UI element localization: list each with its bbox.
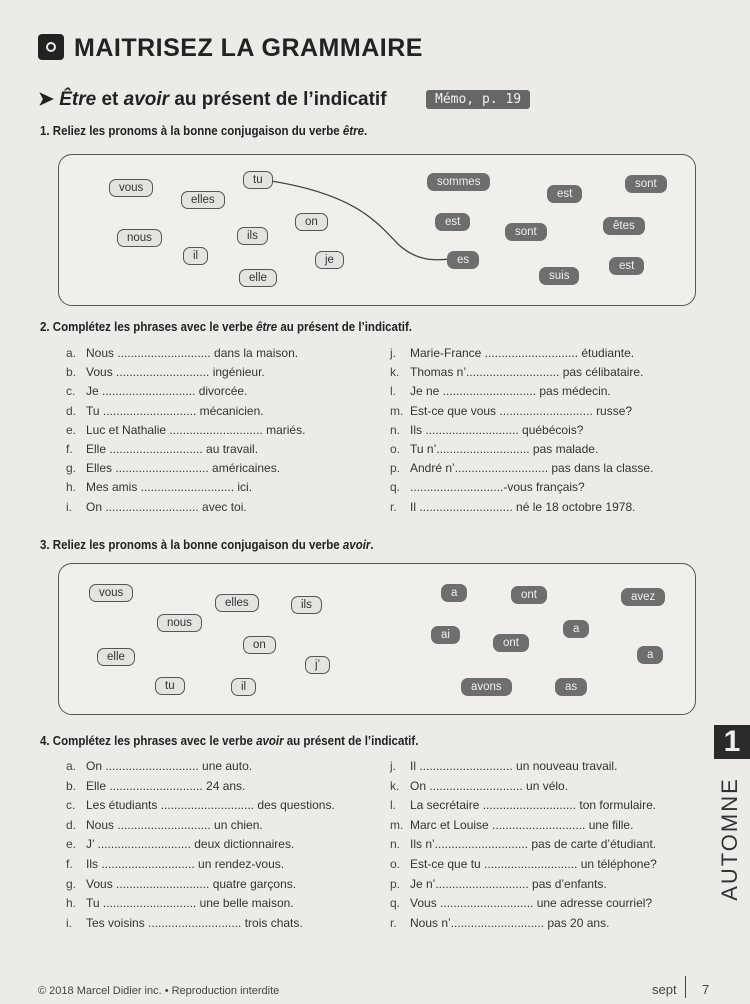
section-subtitle: ➤ Être et avoir au présent de l’indicatif	[38, 89, 387, 110]
item-letter: i.	[66, 915, 72, 930]
item-letter: j.	[390, 346, 396, 360]
conjugation-pill[interactable]: avons	[461, 678, 512, 696]
item-sentence: Je ne ............................ pas médecin.	[410, 384, 611, 399]
conjugation-pill[interactable]: ai	[431, 626, 460, 644]
exercise-item[interactable]	[66, 818, 263, 832]
pronoun-pill[interactable]: elles	[215, 594, 259, 612]
exercise-3-panel	[58, 563, 696, 715]
exercise-item[interactable]	[66, 461, 280, 475]
exercise-item[interactable]	[66, 857, 284, 871]
item-letter: a.	[66, 346, 77, 360]
item-letter: g.	[66, 461, 77, 476]
exercise-item[interactable]	[390, 480, 585, 494]
exercise-item[interactable]	[66, 896, 294, 910]
exercise-item[interactable]	[66, 480, 252, 494]
item-letter: f.	[66, 442, 73, 456]
pronoun-pill[interactable]: vous	[109, 179, 153, 197]
item-sentence: Il ............................ un nouveau travail.	[410, 759, 618, 773]
exercise-item[interactable]	[66, 384, 247, 398]
conjugation-pill[interactable]: ont	[511, 586, 547, 604]
exercise-item[interactable]	[66, 346, 298, 360]
exercise-2-title: 2. Complétez les phrases avec le verbe être au présent de l’indicatif.	[40, 320, 413, 334]
item-sentence: Elle ............................ 24 ans.	[86, 778, 246, 793]
conjugation-pill[interactable]: avez	[621, 588, 665, 606]
item-sentence: Tu ............................ mécanicien.	[86, 403, 264, 418]
page-title: MAITRISEZ LA GRAMMAIRE	[74, 34, 423, 62]
conjugation-pill[interactable]: a	[441, 584, 467, 602]
pronoun-pill[interactable]: tu	[243, 171, 273, 189]
conjugation-pill[interactable]: a	[637, 646, 663, 664]
item-letter: d.	[66, 403, 77, 418]
exercise-item[interactable]	[390, 857, 657, 871]
item-letter: h.	[66, 896, 77, 911]
chapter-number-tab: 1	[714, 725, 750, 759]
exercise-item[interactable]	[66, 798, 335, 812]
item-letter: h.	[66, 480, 77, 495]
item-sentence: Nous ............................ dans la maison.	[86, 346, 299, 360]
item-letter: r.	[390, 499, 397, 514]
item-sentence: Tu ............................ une belle maison.	[86, 896, 294, 911]
exercise-1-panel	[58, 154, 696, 306]
exercise-item[interactable]	[66, 837, 294, 851]
exercise-item[interactable]	[66, 759, 252, 773]
item-letter: n.	[390, 837, 401, 852]
exercise-item[interactable]	[390, 384, 611, 398]
item-sentence: Marie-France ............................ étudiante.	[410, 346, 635, 360]
chapter-name-tab: AUTOMNE	[717, 777, 742, 901]
exercise-item[interactable]	[390, 461, 653, 475]
exercise-item[interactable]	[390, 500, 635, 514]
item-letter: c.	[66, 384, 76, 399]
exercise-item[interactable]	[390, 896, 652, 910]
item-letter: m.	[390, 817, 404, 832]
exercise-item[interactable]	[66, 442, 258, 456]
exercise-1-title: 1. Reliez les pronoms à la bonne conjugaison du verbe être.	[40, 124, 368, 138]
conjugation-pill[interactable]: êtes	[603, 217, 645, 235]
item-letter: m.	[390, 403, 404, 418]
item-sentence: André n’............................ pas dans la classe.	[410, 461, 654, 476]
exercise-item[interactable]	[66, 877, 296, 891]
item-letter: p.	[390, 876, 401, 891]
conjugation-pill[interactable]: est	[435, 213, 470, 231]
pronoun-pill[interactable]: ils	[237, 227, 268, 245]
item-sentence: Je ............................ divorcée.	[86, 384, 248, 399]
pronoun-pill[interactable]: tu	[155, 677, 185, 695]
item-sentence: Elle ............................ au travail.	[86, 442, 259, 456]
exercise-item[interactable]	[66, 916, 303, 930]
item-sentence: Luc et Nathalie ............................ mariés.	[86, 422, 306, 437]
conjugation-pill[interactable]: ont	[493, 634, 529, 652]
pronoun-pill[interactable]: ils	[291, 596, 322, 614]
exercise-item[interactable]	[390, 759, 617, 773]
conjugation-pill[interactable]: es	[447, 251, 479, 269]
item-sentence: J’ ............................ deux dictionnaires.	[86, 837, 295, 852]
item-letter: d.	[66, 817, 77, 832]
conjugation-pill[interactable]: sont	[505, 223, 547, 241]
exercise-item[interactable]	[390, 798, 656, 812]
item-sentence: On ............................ avec toi.	[86, 499, 247, 514]
item-letter: e.	[66, 837, 77, 852]
pronoun-pill[interactable]: on	[295, 213, 328, 231]
conjugation-pill[interactable]: a	[563, 620, 589, 638]
exercise-item[interactable]	[390, 365, 643, 379]
item-letter: r.	[390, 915, 397, 930]
item-sentence: Il ............................ né le 18 octobre 1978.	[410, 499, 636, 514]
pronoun-pill[interactable]: j’	[305, 656, 330, 674]
exercise-4-title: 4. Complétez les phrases avec le verbe avoir au présent de l’indicatif.	[40, 734, 419, 748]
exercise-item[interactable]	[390, 916, 609, 930]
item-sentence: Tes voisins ............................ trois chats.	[86, 915, 303, 930]
exercise-3-title: 3. Reliez les pronoms à la bonne conjugaison du verbe avoir.	[40, 538, 374, 552]
pronoun-pill[interactable]: elles	[181, 191, 225, 209]
pronoun-pill[interactable]: elle	[239, 269, 277, 287]
item-sentence: Nous n’............................ pas 20 ans.	[410, 915, 610, 930]
item-letter: k.	[390, 778, 400, 793]
exercise-item[interactable]	[390, 423, 583, 437]
item-letter: l.	[390, 798, 396, 813]
item-sentence: ............................-vous français?	[410, 480, 585, 495]
item-sentence: On ............................ un vélo.	[410, 778, 569, 793]
item-sentence: Mes amis ............................ ici.	[86, 480, 253, 495]
item-sentence: La secrétaire ............................ ton formulaire.	[410, 798, 657, 813]
exercise-item[interactable]	[390, 442, 598, 456]
conjugation-pill[interactable]: as	[555, 678, 587, 696]
exercise-item[interactable]	[66, 500, 247, 514]
item-letter: q.	[390, 896, 401, 911]
item-letter: a.	[66, 759, 77, 773]
item-letter: c.	[66, 798, 76, 813]
conjugation-pill[interactable]: suis	[539, 267, 579, 285]
exercise-item[interactable]	[66, 365, 265, 379]
conjugation-pill[interactable]: sont	[625, 175, 667, 193]
copyright-notice: © 2018 Marcel Didier inc. • Reproduction interdite	[38, 985, 280, 997]
item-letter: j.	[390, 759, 396, 773]
pronoun-pill[interactable]: elle	[97, 648, 135, 666]
page-number: 7	[702, 982, 710, 997]
exercise-item[interactable]	[390, 779, 568, 793]
item-sentence: Nous ............................ un chien.	[86, 817, 263, 832]
exercise-item[interactable]	[390, 346, 634, 360]
exercise-item[interactable]	[390, 818, 633, 832]
item-sentence: Vous ............................ quatre garçons.	[86, 876, 297, 891]
item-sentence: Elles ............................ américaines.	[86, 461, 281, 476]
item-sentence: On ............................ une auto.	[86, 759, 253, 773]
memo-reference-badge: Mémo, p. 19	[426, 90, 530, 109]
item-sentence: Vous ............................ ingénieur.	[86, 365, 265, 380]
item-sentence: Est-ce que vous ............................ russe?	[410, 403, 633, 418]
item-sentence: Tu n’............................ pas malade.	[410, 442, 599, 456]
pronoun-pill[interactable]: je	[315, 251, 344, 269]
item-letter: n.	[390, 422, 401, 437]
item-letter: o.	[390, 857, 401, 871]
item-sentence: Est-ce que tu ............................ un téléphone?	[410, 857, 657, 871]
item-sentence: Ils ............................ québécois?	[410, 422, 584, 437]
item-letter: q.	[390, 480, 401, 495]
item-sentence: Thomas n’............................ pas célibataire.	[410, 365, 644, 380]
exercise-item[interactable]	[66, 423, 305, 437]
pronoun-pill[interactable]: nous	[117, 229, 162, 247]
item-sentence: Je n’............................ pas d’enfants.	[410, 876, 607, 891]
exercise-item[interactable]	[66, 779, 245, 793]
page-divider	[685, 976, 686, 998]
conjugation-pill[interactable]: sommes	[427, 173, 490, 191]
pronoun-pill[interactable]: il	[183, 247, 208, 265]
pronoun-pill[interactable]: nous	[157, 614, 202, 632]
pronoun-pill[interactable]: vous	[89, 584, 133, 602]
exercise-item[interactable]	[390, 837, 656, 851]
item-letter: i.	[66, 499, 72, 514]
section-icon	[38, 34, 64, 60]
item-letter: l.	[390, 384, 396, 399]
exercise-item[interactable]	[390, 877, 607, 891]
conjugation-pill[interactable]: est	[609, 257, 644, 275]
item-sentence: Ils ............................ un rendez-vous.	[86, 857, 285, 871]
item-letter: p.	[390, 461, 401, 476]
item-letter: g.	[66, 876, 77, 891]
item-letter: e.	[66, 422, 77, 437]
exercise-item[interactable]	[66, 404, 264, 418]
item-letter: b.	[66, 778, 77, 793]
exercise-item[interactable]	[390, 404, 632, 418]
conjugation-pill[interactable]: est	[547, 185, 582, 203]
page-word: sept	[652, 982, 677, 997]
item-letter: b.	[66, 365, 77, 380]
item-letter: o.	[390, 442, 401, 456]
item-sentence: Marc et Louise ............................ une fille.	[410, 817, 634, 832]
pronoun-pill[interactable]: il	[231, 678, 256, 696]
item-sentence: Vous ............................ une adresse courriel?	[410, 896, 653, 911]
item-sentence: Les étudiants ............................ des questions.	[86, 798, 335, 813]
pronoun-pill[interactable]: on	[243, 636, 276, 654]
item-letter: f.	[66, 857, 73, 871]
item-letter: k.	[390, 365, 400, 380]
item-sentence: Ils n’............................ pas de carte d’étudiant.	[410, 837, 657, 852]
